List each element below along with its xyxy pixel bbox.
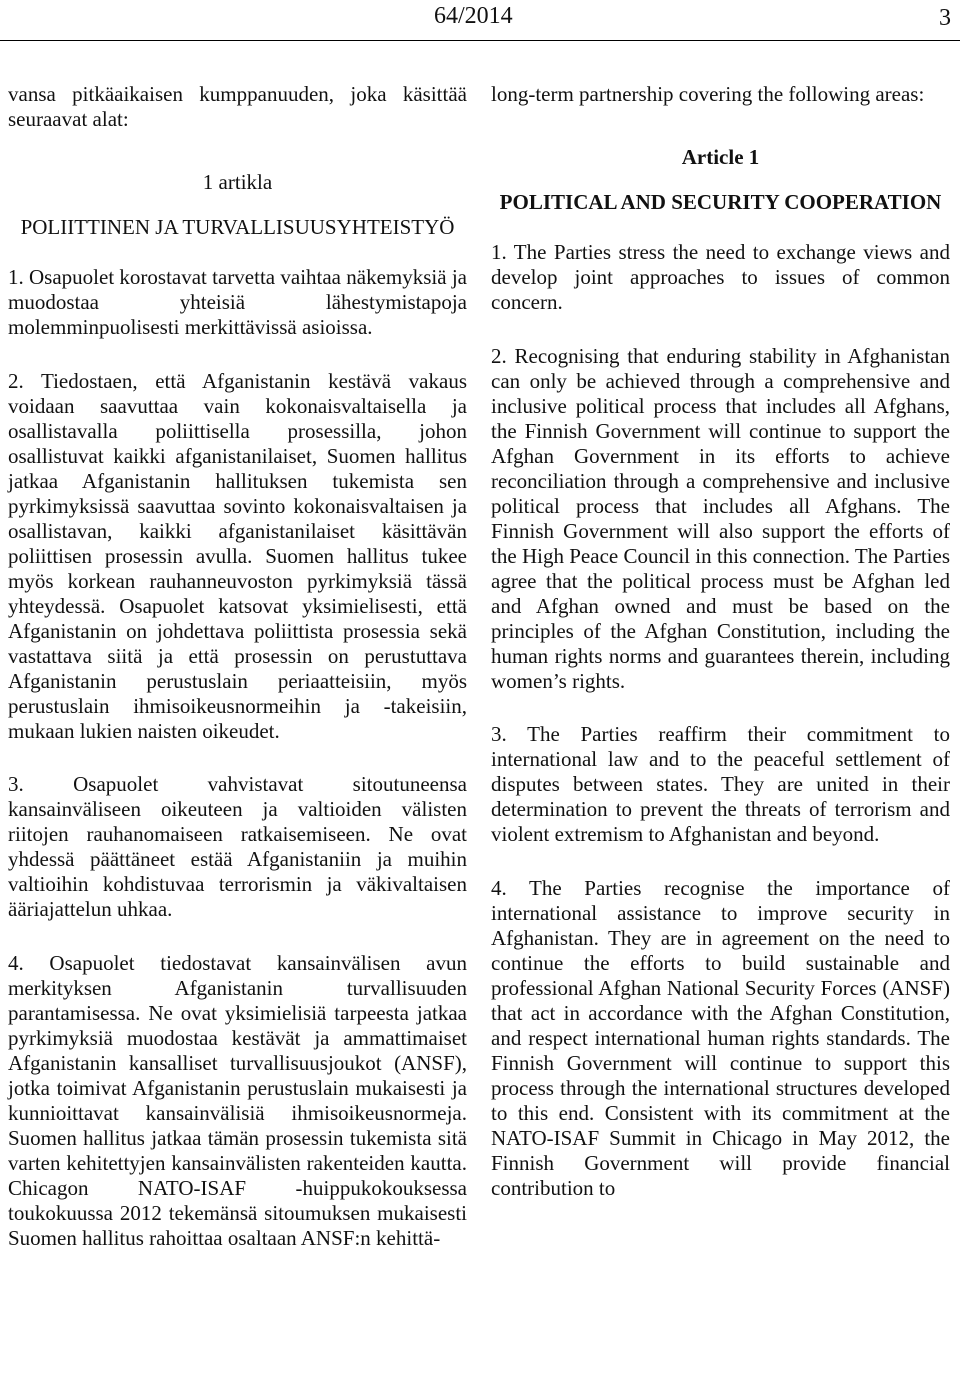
paragraph-2: 2. Recognising that enduring stability in Afghanistan can only be achieved through a comprehensive and inclusive political process that includes all Afghans, the Finnish Government will continue to support the Afghan Government in its efforts to achieve reconciliation through a comprehensive and inclusive political process that includes all Afghans. The Finnish Government will also support the efforts of the High Peace Council in this connection. The Parties agree that the political process must be Afghan led and Afghan owned and must be based on the principles of the Afghan Constitution, including the human rights norms and guarantees therein, including women’s rights.: [491, 344, 950, 693]
section-heading: POLITICAL AND SECURITY COOPERATION: [499, 190, 942, 214]
paragraph-4: 4. The Parties recognise the importance of international assistance to improve security in Afghanistan. They are in agreement on the need to continue the efforts to build sustainable and professional Afghan National Security Forces (ANSF) that act in accordance with the Afghan Constitution, and respect international human rights standards. The Finnish Government will continue to support this process through the international structures developed to this end. Consistent with its commitment at the NATO-ISAF Summit in Chicago in May 2012, the Finnish Government will provide financial contribution to: [491, 876, 950, 1200]
section-heading: POLIITTINEN JA TURVALLISUUSYHTEISTYÖ: [20, 215, 455, 239]
paragraph-3: 3. The Parties reaffirm their commitment to international law and to the peaceful settlement of disputes between states. They are united in their determination to prevent the threats of terrorism and violent extremism to Afghanistan and beyond.: [491, 722, 950, 846]
finnish-column: [8, 82, 467, 1251]
english-column: [491, 82, 950, 1201]
page-number: 3: [939, 5, 951, 31]
intro-text: vansa pitkäaikaisen kumppanuuden, joka käsittää seuraavat alat:: [8, 82, 467, 131]
paragraph-1: 1. The Parties stress the need to exchange views and develop joint approaches to issues of common concern.: [491, 240, 950, 314]
journal-number: 64/2014: [434, 3, 513, 29]
article-heading: 1 artikla: [202, 170, 273, 194]
article-heading: Article 1: [681, 145, 760, 169]
paragraph-2: 2. Tiedostaen, että Afganistanin kestävä vakaus voidaan saavuttaa vain kokonaisvaltaisella ja osallistavalla poliittisella prosessilla, johon osallistuvat kaikki afganistanilaiset, Suomen hallitus jatkaa Afganistanin hallituksen tukemista sen pyrkimyksissä saavuttaa sovinto kokonaisvaltaisen ja osallistavan, kaikki afganistanilaiset käsittävän poliittisen prosessin avulla. Suomen hallitus tukee myös korkean rauhanneuvoston pyrkimyksiä tässä yhteydessä. Osapuolet katsovat yksimielisesti, että Afganistanin on johdettava poliittista prosessia sekä vastattava siitä ja että prosessin on perustuttava Afganistanin perustuslain periaatteisiin, myös perustuslain ihmisoikeusnormeihin ja -takeisiin, mukaan lukien naisten oikeudet.: [8, 369, 467, 743]
intro-text: long-term partnership covering the following areas:: [491, 82, 925, 106]
paragraph-1: 1. Osapuolet korostavat tarvetta vaihtaa näkemyksiä ja muodostaa yhteisiä lähestymistapoja molemminpuolisesti merkittävissä asioissa.: [8, 265, 467, 339]
page-header: [0, 0, 960, 41]
paragraph-4: 4. Osapuolet tiedostavat kansainvälisen avun merkityksen Afganistanin turvallisuuden parantamisessa. Ne ovat yksimielisiä tarpeesta jatkaa pyrkimyksiä muodostaa kestävät ja ammattimaiset Afganistanin kansalliset turvallisuusjoukot (ANSF), jotka toimivat Afganistanin perustuslain mukaisesti ja kunnioittavat kansainvälisiä ihmisoikeusnormeja. Suomen hallitus jatkaa tämän prosessin tukemista sitä varten kehitettyjen kansainvälisten rakenteiden kautta. Chicagon NATO-ISAF -huippukokouksessa toukokuussa 2012 tekemänsä sitoumuksen mukaisesti Suomen hallitus rahoittaa osaltaan ANSF:n kehittä-: [8, 951, 467, 1250]
paragraph-3: 3. Osapuolet vahvistavat sitoutuneensa kansainväliseen oikeuteen ja valtioiden välisten riitojen rauhanomaiseen ratkaisemiseen. Ne ovat yhdessä päättäneet estää Afganistaniin ja muihin valtioihin kohdistuvaa terrorismin ja väkivaltaisen ääriajattelun uhkaa.: [8, 772, 467, 921]
